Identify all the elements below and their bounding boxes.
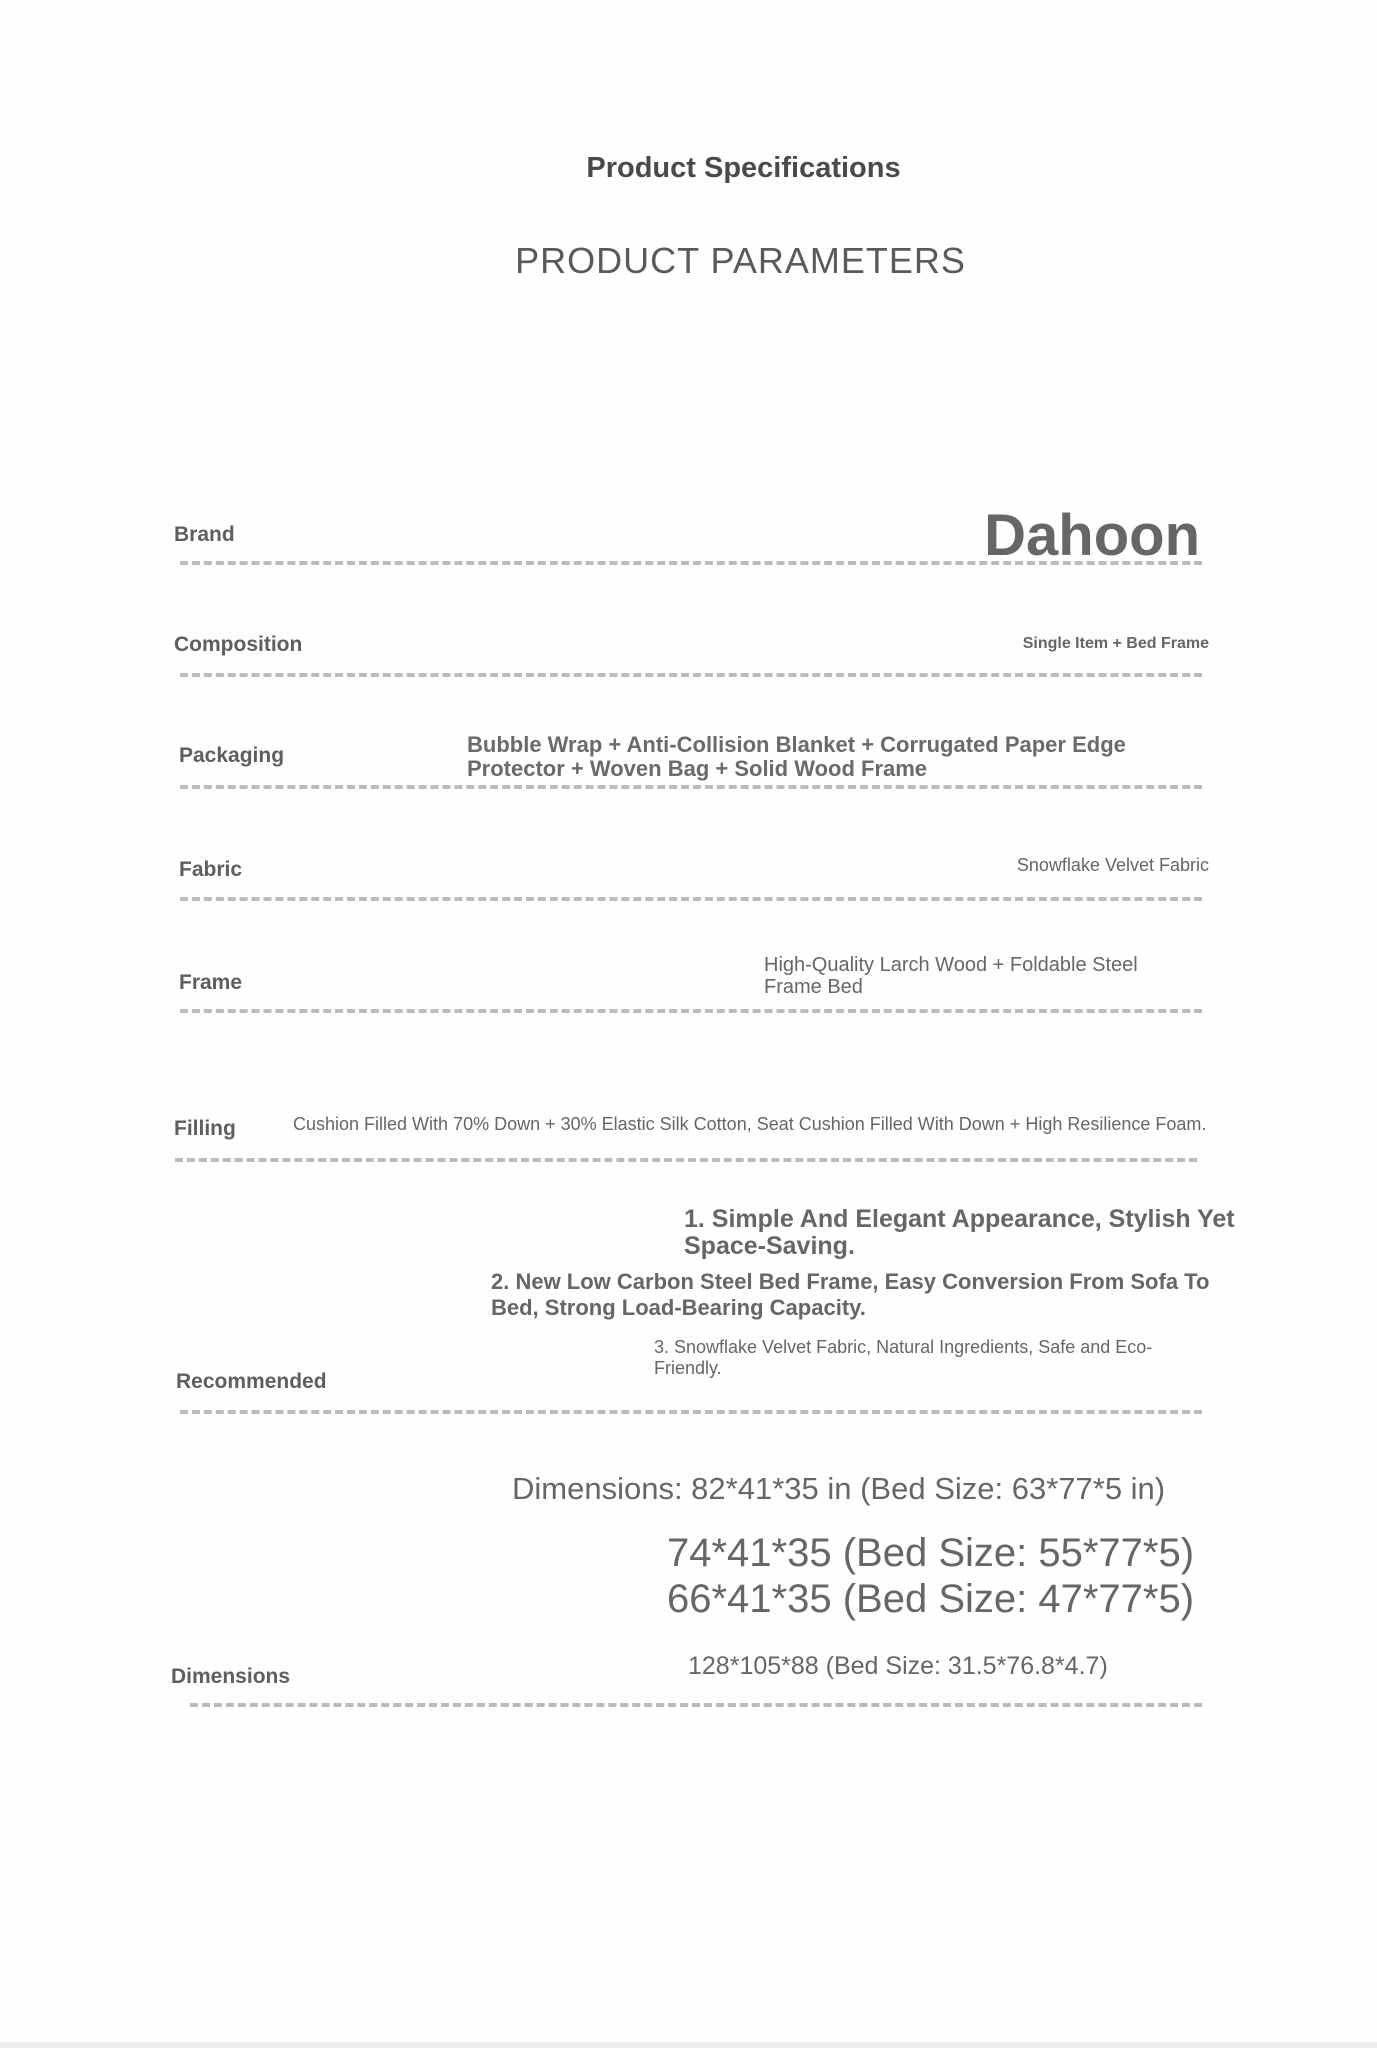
dimensions-label: Dimensions — [171, 1665, 291, 1688]
dimensions-divider — [190, 1703, 1202, 1707]
recommended-point-1: 1. Simple And Elegant Appearance, Stylish Yet Space-Saving. — [684, 1205, 1235, 1260]
filling-value: Cushion Filled With 70% Down + 30% Elastic Silk Cotton, Seat Cushion Filled With Down + High Resilience Foam. — [293, 1114, 1207, 1134]
recommended-point-2: 2. New Low Carbon Steel Bed Frame, Easy Conversion From Sofa To Bed, Strong Load-Bearing Capacity. — [491, 1269, 1210, 1320]
packaging-value: Bubble Wrap + Anti-Collision Blanket + Corrugated Paper Edge Protector + Woven Bag + Solid Wood Frame — [467, 732, 1126, 781]
dimensions-line-4: 128*105*88 (Bed Size: 31.5*76.8*4.7) — [688, 1652, 1108, 1680]
frame-label: Frame — [179, 971, 243, 994]
bottom-edge — [0, 2042, 1377, 2048]
packaging-divider — [180, 785, 1202, 789]
dimensions-line-2: 74*41*35 (Bed Size: 55*77*5) — [667, 1531, 1195, 1575]
fabric-value: Snowflake Velvet Fabric — [1016, 855, 1209, 875]
brand-value: Dahoon — [984, 503, 1200, 568]
page-title: Product Specifications — [586, 152, 901, 184]
composition-divider — [180, 673, 1202, 677]
packaging-label: Packaging — [179, 744, 285, 767]
fabric-divider — [180, 897, 1202, 901]
filling-divider — [175, 1158, 1197, 1162]
page-subtitle: PRODUCT PARAMETERS — [515, 240, 966, 281]
recommended-label: Recommended — [176, 1370, 327, 1393]
brand-divider — [180, 561, 1202, 565]
recommended-point-3: 3. Snowflake Velvet Fabric, Natural Ingredients, Safe and Eco-Friendly. — [654, 1337, 1153, 1378]
composition-value: Single Item + Bed Frame — [1022, 635, 1209, 652]
brand-label: Brand — [174, 523, 235, 546]
filling-label: Filling — [174, 1117, 236, 1140]
recommended-divider — [180, 1410, 1202, 1414]
dimensions-line-3: 66*41*35 (Bed Size: 47*77*5) — [667, 1577, 1195, 1621]
fabric-label: Fabric — [179, 858, 243, 881]
frame-value: High-Quality Larch Wood + Foldable Steel Frame Bed — [764, 954, 1138, 998]
dimensions-line-1: Dimensions: 82*41*35 in (Bed Size: 63*77*5 in) — [512, 1471, 1166, 1506]
frame-divider — [180, 1009, 1202, 1013]
composition-label: Composition — [174, 633, 303, 656]
